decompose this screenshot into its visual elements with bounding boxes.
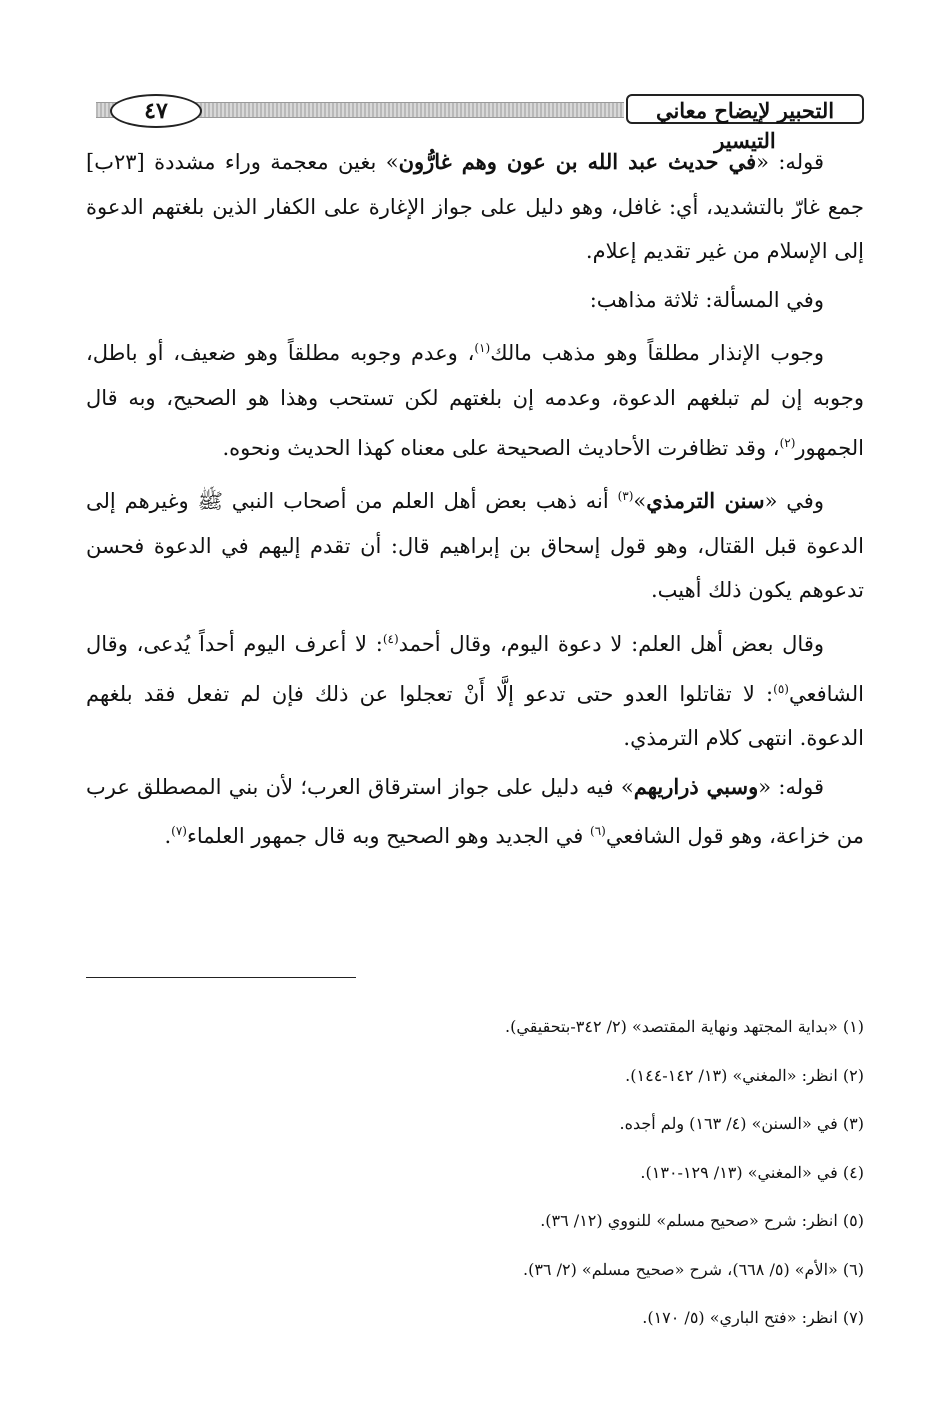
footnote-3: (٣) في «السنن» (٤/ ١٦٣) ولم أجده. bbox=[619, 1114, 864, 1133]
footnote-ref: (٦) bbox=[590, 824, 606, 839]
text-span: : لا أعرف اليوم أحداً يُدعى، وقال الشافعي bbox=[86, 631, 864, 706]
paragraph-2: وفي المسألة: ثلاثة مذاهب: bbox=[589, 287, 824, 312]
paragraph-6 bbox=[86, 765, 864, 859]
book-reference: سنن الترمذي bbox=[646, 488, 765, 514]
footnote-4: (٤) في «المغني» (١٣/ ١٢٩-١٣٠). bbox=[640, 1162, 864, 1182]
footnote-6: (٦) «الأم» (٥/ ٦٦٨)، شرح «صحيح مسلم» (٢/ ٣٦). bbox=[522, 1259, 864, 1279]
footnote-1: (١) «بداية المجتهد ونهاية المقتصد» (٢/ ٣٤٢-بتحقيقي). bbox=[505, 1017, 864, 1036]
footnote-ref: (٢) bbox=[779, 435, 796, 450]
footnote-ref: (٤) bbox=[382, 631, 399, 646]
footnote-separator bbox=[86, 977, 356, 978]
text-span: ، وعدم وجوبه مطلقاً وهو ضعيف، أو باطل، وجوبه إن لم تبلغهم الدعوة، وعدمه إن بلغتهم لكن تستحب وهذا هو الصحيح، وبه قال الجمهور bbox=[86, 341, 864, 460]
quoted-hadith-phrase: في حديث عبد الله بن عون وهم غارُّون bbox=[398, 149, 757, 174]
text-span: أنه ذهب بعض أهل العلم من أصحاب النبي ﷺ وغيرهم إلى الدعوة قبل القتال، وهو قول إسحاق بن إبراهيم قال: أن تقدم إليهم في الدعوة فحسن تدعوهم يكون ذلك أهيب. bbox=[86, 489, 864, 603]
text-span: قوله: « bbox=[758, 774, 824, 799]
text-span: قوله: « bbox=[756, 150, 824, 174]
footnote-ref: (٧) bbox=[171, 824, 187, 839]
page-number: ٤٧ bbox=[110, 94, 202, 128]
text-span: » bbox=[633, 489, 647, 514]
page-header bbox=[86, 94, 864, 153]
footnote-2: (٢) انظر: «المغني» (١٣/ ١٤٢-١٤٤). bbox=[625, 1065, 864, 1085]
paragraph-1 bbox=[86, 140, 864, 274]
footnote-ref: (٣) bbox=[617, 489, 634, 504]
text-span: » فيه دليل على جواز استرقاق العرب؛ لأن بني المصطلق عرب من خزاعة، وهو قول الشافعي bbox=[86, 774, 864, 849]
text-span: : لا تقاتلوا العدو حتى تدعو إلَّا أَنْ تعجلوا عن ذلك فإن لم تفعل فقد بلغهم الدعوة. انتهى كلام الترمذي. bbox=[86, 681, 864, 751]
paragraph-4 bbox=[86, 474, 864, 613]
main-text bbox=[86, 140, 864, 859]
footnote-ref: (٥) bbox=[773, 681, 789, 696]
text-span: وجوب الإنذار مطلقاً وهو مذهب مالك bbox=[490, 341, 824, 366]
text-span: » بغين معجمة وراء مشددة [٢٣ب] جمع غارّ بالتشديد، أي: غافل، وهو دليل على جواز الإغارة على الكفار الذين بلغتهم الدعوة إلى الإسلام من غير تقديم إعلام. bbox=[86, 150, 864, 264]
footnote-5: (٥) انظر: شرح «صحيح مسلم» للنووي (١٢/ ٣٦). bbox=[540, 1211, 864, 1230]
book-title: التحبير لإيضاح معاني التيسير bbox=[626, 94, 864, 124]
text-span: . bbox=[164, 824, 172, 849]
footnotes bbox=[86, 1003, 864, 1343]
text-span: وقال بعض أهل العلم: لا دعوة اليوم، وقال أحمد bbox=[398, 631, 825, 656]
paragraph-5 bbox=[86, 617, 864, 761]
footnote-7: (٧) انظر: «فتح الباري» (٥/ ١٧٠). bbox=[642, 1308, 864, 1327]
text-span: ، وقد تظافرت الأحاديث الصحيحة على معناه كهذا الحديث ونحوه. bbox=[222, 435, 780, 460]
footnote-ref: (١) bbox=[474, 341, 491, 356]
paragraph-3 bbox=[86, 326, 864, 470]
text-span: في الجديد وهو الصحيح وبه قال جمهور العلماء bbox=[186, 824, 591, 849]
text-span: وفي « bbox=[764, 489, 824, 514]
quoted-hadith-phrase: وسبي ذراريهم bbox=[633, 773, 759, 799]
